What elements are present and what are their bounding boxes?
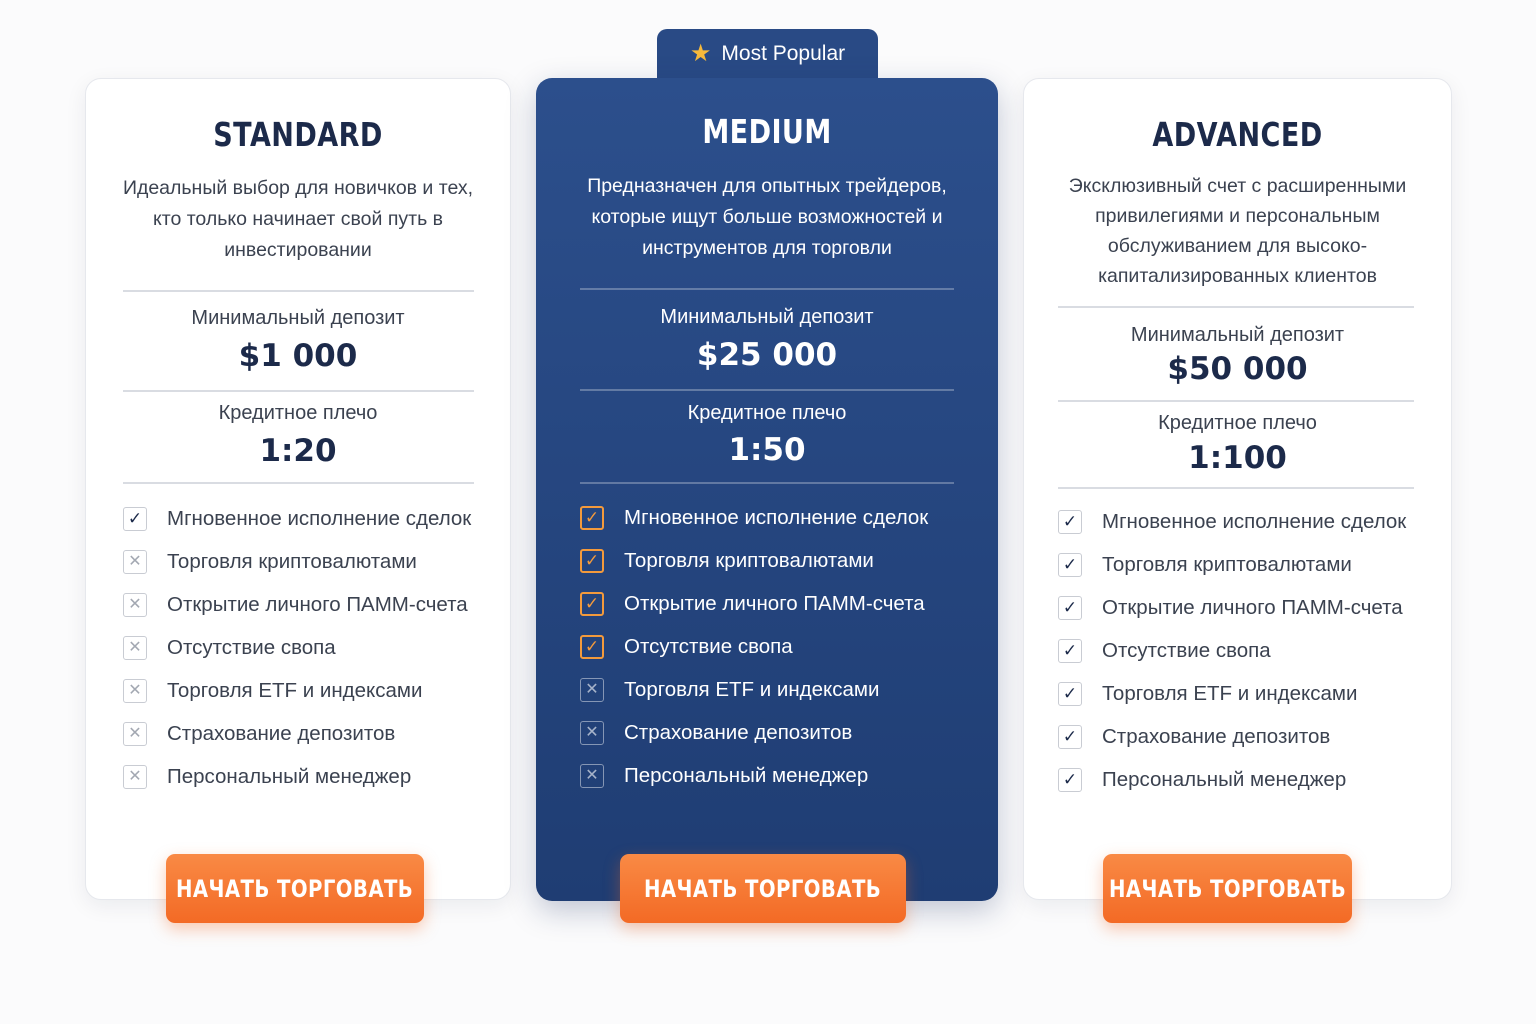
checkbox-checked-icon: ✓	[1058, 553, 1082, 577]
feature-item: ✕ Страхование депозитов	[580, 711, 928, 754]
start-trading-button-medium[interactable]: НАЧАТЬ ТОРГОВАТЬ	[620, 854, 906, 923]
divider	[580, 288, 954, 290]
checkbox-cross-icon: ✕	[123, 679, 147, 703]
deposit-label: Минимальный депозит	[1130, 324, 1345, 346]
plan-card-advanced	[1023, 78, 1452, 900]
checkbox-cross-icon: ✕	[123, 765, 147, 789]
feature-list	[123, 497, 471, 798]
feature-item: ✓ Торговля криптовалютами	[580, 539, 928, 582]
plan-description: Идеальный выбор для новичков и тех, кто только начинает свой путь в инвестировании	[122, 177, 474, 261]
leverage-value: 1:20	[259, 433, 337, 469]
plan-title: STANDARD	[213, 115, 383, 154]
checkbox-cross-icon: ✕	[123, 550, 147, 574]
leverage-label: Кредитное плечо	[1158, 412, 1317, 434]
feature-item: ✕ Отсутствие свопа	[123, 626, 471, 669]
feature-item: ✕ Торговля ETF и индексами	[123, 669, 471, 712]
most-popular-label: Most Popular	[721, 42, 846, 65]
feature-list	[580, 496, 928, 797]
feature-item: ✓ Открытие личного ПАММ-счета	[1058, 586, 1406, 629]
checkbox-checked-icon: ✓	[1058, 682, 1082, 706]
feature-item: ✕ Торговля криптовалютами	[123, 540, 471, 583]
deposit-value: $25 000	[696, 337, 838, 373]
checkbox-cross-icon: ✕	[580, 721, 604, 745]
checkbox-checked-icon: ✓	[1058, 768, 1082, 792]
plan-card-medium	[536, 78, 998, 901]
checkbox-checked-icon: ✓	[1058, 596, 1082, 620]
feature-item: ✓ Мгновенное исполнение сделок	[580, 496, 928, 539]
deposit-label: Минимальный депозит	[191, 307, 405, 329]
feature-item: ✓ Мгновенное исполнение сделок	[1058, 500, 1406, 543]
feature-item: ✓ Отсутствие свопа	[580, 625, 928, 668]
plan-title: MEDIUM	[702, 112, 832, 151]
plan-title: ADVANCED	[1152, 115, 1323, 154]
checkbox-checked-icon: ✓	[1058, 725, 1082, 749]
checkbox-checked-icon: ✓	[580, 635, 604, 659]
feature-item: ✓ Торговля ETF и индексами	[1058, 672, 1406, 715]
feature-item: ✓ Открытие личного ПАММ-счета	[580, 582, 928, 625]
divider	[123, 290, 474, 292]
feature-item: ✓ Отсутствие свопа	[1058, 629, 1406, 672]
feature-item: ✕ Страхование депозитов	[123, 712, 471, 755]
checkbox-cross-icon: ✕	[123, 722, 147, 746]
feature-item: ✓ Мгновенное исполнение сделок	[123, 497, 471, 540]
star-icon: ★	[689, 40, 712, 67]
feature-item: ✕ Персональный менеджер	[123, 755, 471, 798]
divider	[1058, 306, 1414, 308]
feature-item: ✓ Торговля криптовалютами	[1058, 543, 1406, 586]
checkbox-checked-icon: ✓	[1058, 510, 1082, 534]
checkbox-checked-icon: ✓	[123, 507, 147, 531]
checkbox-checked-icon: ✓	[580, 592, 604, 616]
plan-description: Эксклюзивный счет с расширенными привилегиями и персональным обслуживанием для высоко- капитализированных клиентов	[1068, 175, 1407, 287]
divider	[580, 389, 954, 391]
feature-item: ✕ Персональный менеджер	[580, 754, 928, 797]
feature-item: ✓ Страхование депозитов	[1058, 715, 1406, 758]
divider	[1058, 487, 1414, 489]
checkbox-cross-icon: ✕	[580, 764, 604, 788]
checkbox-cross-icon: ✕	[580, 678, 604, 702]
feature-list	[1058, 500, 1406, 801]
leverage-label: Кредитное плечо	[687, 402, 847, 424]
start-trading-button-standard[interactable]: НАЧАТЬ ТОРГОВАТЬ	[166, 854, 424, 923]
divider	[123, 390, 474, 392]
start-trading-button-advanced[interactable]: НАЧАТЬ ТОРГОВАТЬ	[1103, 854, 1352, 923]
deposit-value: $1 000	[238, 338, 358, 374]
feature-item: ✕ Торговля ETF и индексами	[580, 668, 928, 711]
divider	[1058, 400, 1414, 402]
checkbox-cross-icon: ✕	[123, 593, 147, 617]
leverage-label: Кредитное плечо	[218, 402, 378, 424]
deposit-value: $50 000	[1167, 351, 1308, 387]
leverage-value: 1:50	[728, 432, 806, 468]
checkbox-checked-icon: ✓	[1058, 639, 1082, 663]
deposit-label: Минимальный депозит	[660, 306, 874, 328]
leverage-value: 1:100	[1188, 440, 1287, 476]
checkbox-cross-icon: ✕	[123, 636, 147, 660]
checkbox-checked-icon: ✓	[580, 549, 604, 573]
feature-item: ✕ Открытие личного ПАММ-счета	[123, 583, 471, 626]
plan-description: Предназначен для опытных трейдеров, которые ищут больше возможностей и инструментов для торговли	[587, 175, 947, 259]
divider	[580, 482, 954, 484]
divider	[123, 482, 474, 484]
most-popular-badge	[657, 29, 878, 79]
plan-card-standard	[85, 78, 511, 900]
feature-item: ✓ Персональный менеджер	[1058, 758, 1406, 801]
checkbox-checked-icon: ✓	[580, 506, 604, 530]
